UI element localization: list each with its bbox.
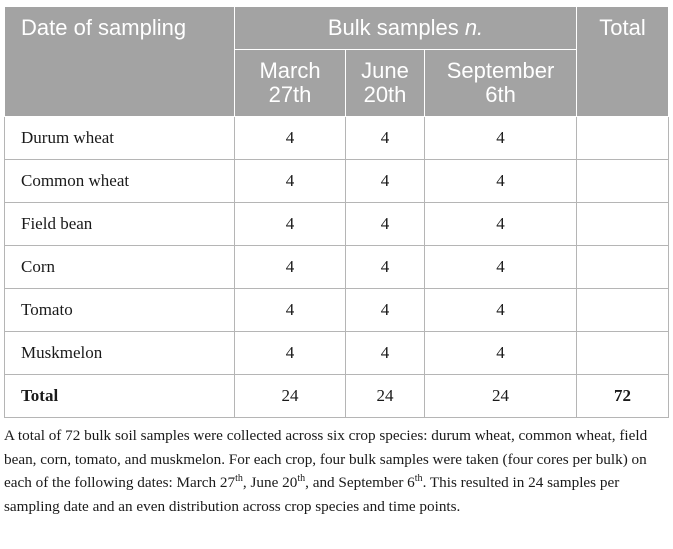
cell-total bbox=[577, 289, 669, 332]
total-cell-september: 24 bbox=[425, 375, 577, 418]
header-date-june bbox=[346, 50, 425, 117]
row-crop-label: Tomato bbox=[5, 289, 235, 332]
cell-total bbox=[577, 203, 669, 246]
cell-september: 4 bbox=[425, 160, 577, 203]
total-cell-june: 24 bbox=[346, 375, 425, 418]
footnote-text-part4: . This resulted in 24 samples per sampling date and an even distribution across crop species and time points. bbox=[4, 474, 620, 515]
header-bulk-samples-text: Bulk samples bbox=[327, 15, 465, 40]
cell-march: 4 bbox=[235, 289, 346, 332]
footnote-text-part1: A total of 72 bulk soil samples were collected across six crop species: durum wheat, common wheat, field bean, corn, tomato, and muskmelon. For each crop, four bulk samples were taken (four cores per bulk) on each of the following dates: March 27 bbox=[4, 427, 648, 491]
table-row bbox=[5, 160, 669, 203]
row-crop-label: Field bean bbox=[5, 203, 235, 246]
cell-total bbox=[577, 117, 669, 160]
row-crop-label: Durum wheat bbox=[5, 117, 235, 160]
row-crop-label: Common wheat bbox=[5, 160, 235, 203]
row-crop-label: Corn bbox=[5, 246, 235, 289]
table-row bbox=[5, 117, 669, 160]
table-row bbox=[5, 246, 669, 289]
cell-september: 4 bbox=[425, 246, 577, 289]
cell-september: 4 bbox=[425, 203, 577, 246]
footnote-text-part2: , June 20 bbox=[242, 474, 298, 491]
cell-march: 4 bbox=[235, 246, 346, 289]
cell-june: 4 bbox=[346, 246, 425, 289]
header-date-september-month: September bbox=[446, 58, 555, 83]
cell-march: 4 bbox=[235, 160, 346, 203]
table-row bbox=[5, 332, 669, 375]
header-bulk-samples-n: n. bbox=[464, 15, 484, 40]
cell-march: 4 bbox=[235, 117, 346, 160]
table-body bbox=[5, 117, 669, 418]
header-date-september bbox=[425, 50, 577, 117]
header-date-march-day: 27th bbox=[268, 82, 312, 107]
header-date-of-sampling: Date of sampling bbox=[5, 7, 235, 117]
footnote-text-part3: , and September 6 bbox=[305, 474, 415, 491]
cell-june: 4 bbox=[346, 203, 425, 246]
cell-total bbox=[577, 332, 669, 375]
footnote-sup-june: th bbox=[297, 472, 306, 484]
table-row bbox=[5, 289, 669, 332]
header-total: Total bbox=[577, 7, 669, 117]
total-row-label: Total bbox=[5, 375, 235, 418]
cell-september: 4 bbox=[425, 117, 577, 160]
table-footnote bbox=[4, 424, 669, 518]
footnote-sup-september: th bbox=[414, 472, 423, 484]
header-date-march bbox=[235, 50, 346, 117]
header-bulk-samples bbox=[235, 7, 577, 50]
cell-march: 4 bbox=[235, 203, 346, 246]
cell-march: 4 bbox=[235, 332, 346, 375]
sampling-table bbox=[4, 6, 669, 418]
header-date-march-month: March bbox=[259, 58, 321, 83]
total-cell-grand-total: 72 bbox=[577, 375, 669, 418]
cell-june: 4 bbox=[346, 117, 425, 160]
header-date-september-day: 6th bbox=[485, 82, 516, 107]
cell-september: 4 bbox=[425, 289, 577, 332]
table-header bbox=[5, 7, 669, 117]
cell-total bbox=[577, 246, 669, 289]
cell-june: 4 bbox=[346, 160, 425, 203]
cell-september: 4 bbox=[425, 332, 577, 375]
table-row bbox=[5, 203, 669, 246]
row-crop-label: Muskmelon bbox=[5, 332, 235, 375]
sampling-table-container bbox=[4, 6, 668, 418]
cell-june: 4 bbox=[346, 289, 425, 332]
table-total-row bbox=[5, 375, 669, 418]
footnote-sup-march: th bbox=[235, 472, 243, 484]
total-cell-march: 24 bbox=[235, 375, 346, 418]
cell-total bbox=[577, 160, 669, 203]
header-date-june-month: June bbox=[361, 58, 409, 83]
header-date-june-day: 20th bbox=[363, 82, 407, 107]
cell-june: 4 bbox=[346, 332, 425, 375]
